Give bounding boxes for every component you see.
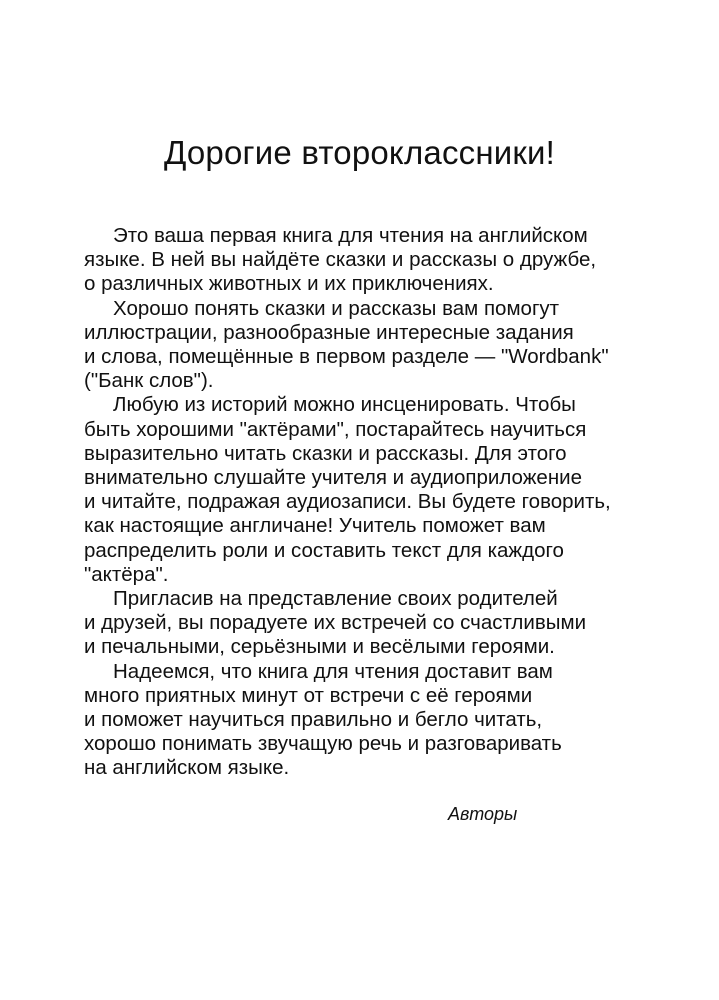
paragraph-2-line-3: и слова, помещённые в первом разделе — "Wordbank" (84, 345, 609, 369)
paragraph-3-line-1: Любую из историй можно инсценировать. Чтобы (113, 393, 576, 417)
paragraph-1-line-2: языке. В ней вы найдёте сказки и рассказы о дружбе, (84, 248, 597, 272)
paragraph-1-line-3: о различных животных и их приключениях. (84, 272, 494, 296)
paragraph-5-line-1: Надеемся, что книга для чтения доставит вам (113, 659, 553, 683)
paragraph-5-line-4: хорошо понимать звучащую речь и разговаривать (84, 732, 562, 756)
paragraph-3-line-3: выразительно читать сказки и рассказы. Для этого (84, 441, 567, 465)
body-text (84, 224, 684, 781)
authors-signature: Авторы (448, 804, 518, 824)
paragraph-3-line-8: "актёра". (84, 562, 169, 586)
page-title: Дорогие второклассники! (163, 134, 556, 171)
paragraph-3-line-6: как настоящие англичане! Учитель поможет вам (84, 514, 546, 538)
paragraph-3-line-7: распределить роли и составить текст для каждого (84, 538, 564, 562)
paragraph-4-line-3: и печальными, серьёзными и весёлыми героями. (84, 635, 555, 659)
paragraph-3-line-2: быть хорошими "актёрами", постарайтесь научиться (84, 417, 587, 441)
paragraph-4-line-1: Пригласив на представление своих родителей (113, 587, 558, 611)
paragraph-1-line-1: Это ваша первая книга для чтения на английском (113, 224, 588, 247)
paragraph-3-line-5: и читайте, подражая аудиозаписи. Вы будете говорить, (84, 490, 611, 514)
paragraph-2-line-1: Хорошо понять сказки и рассказы вам помогут (113, 296, 560, 320)
paragraph-4-line-2: и друзей, вы порадуете их встречей со счастливыми (84, 611, 587, 635)
paragraph-3-line-4: внимательно слушайте учителя и аудиоприложение (84, 466, 582, 490)
paragraph-2-line-4: ("Банк слов"). (84, 369, 214, 393)
paragraph-5-line-3: и поможет научиться правильно и бегло читать, (84, 708, 543, 732)
paragraph-2-line-2: иллюстрации, разнообразные интересные задания (84, 320, 574, 344)
paragraph-5-line-5: на английском языке. (84, 756, 290, 780)
paragraph-5-line-2: много приятных минут от встречи с её героями (84, 683, 533, 707)
